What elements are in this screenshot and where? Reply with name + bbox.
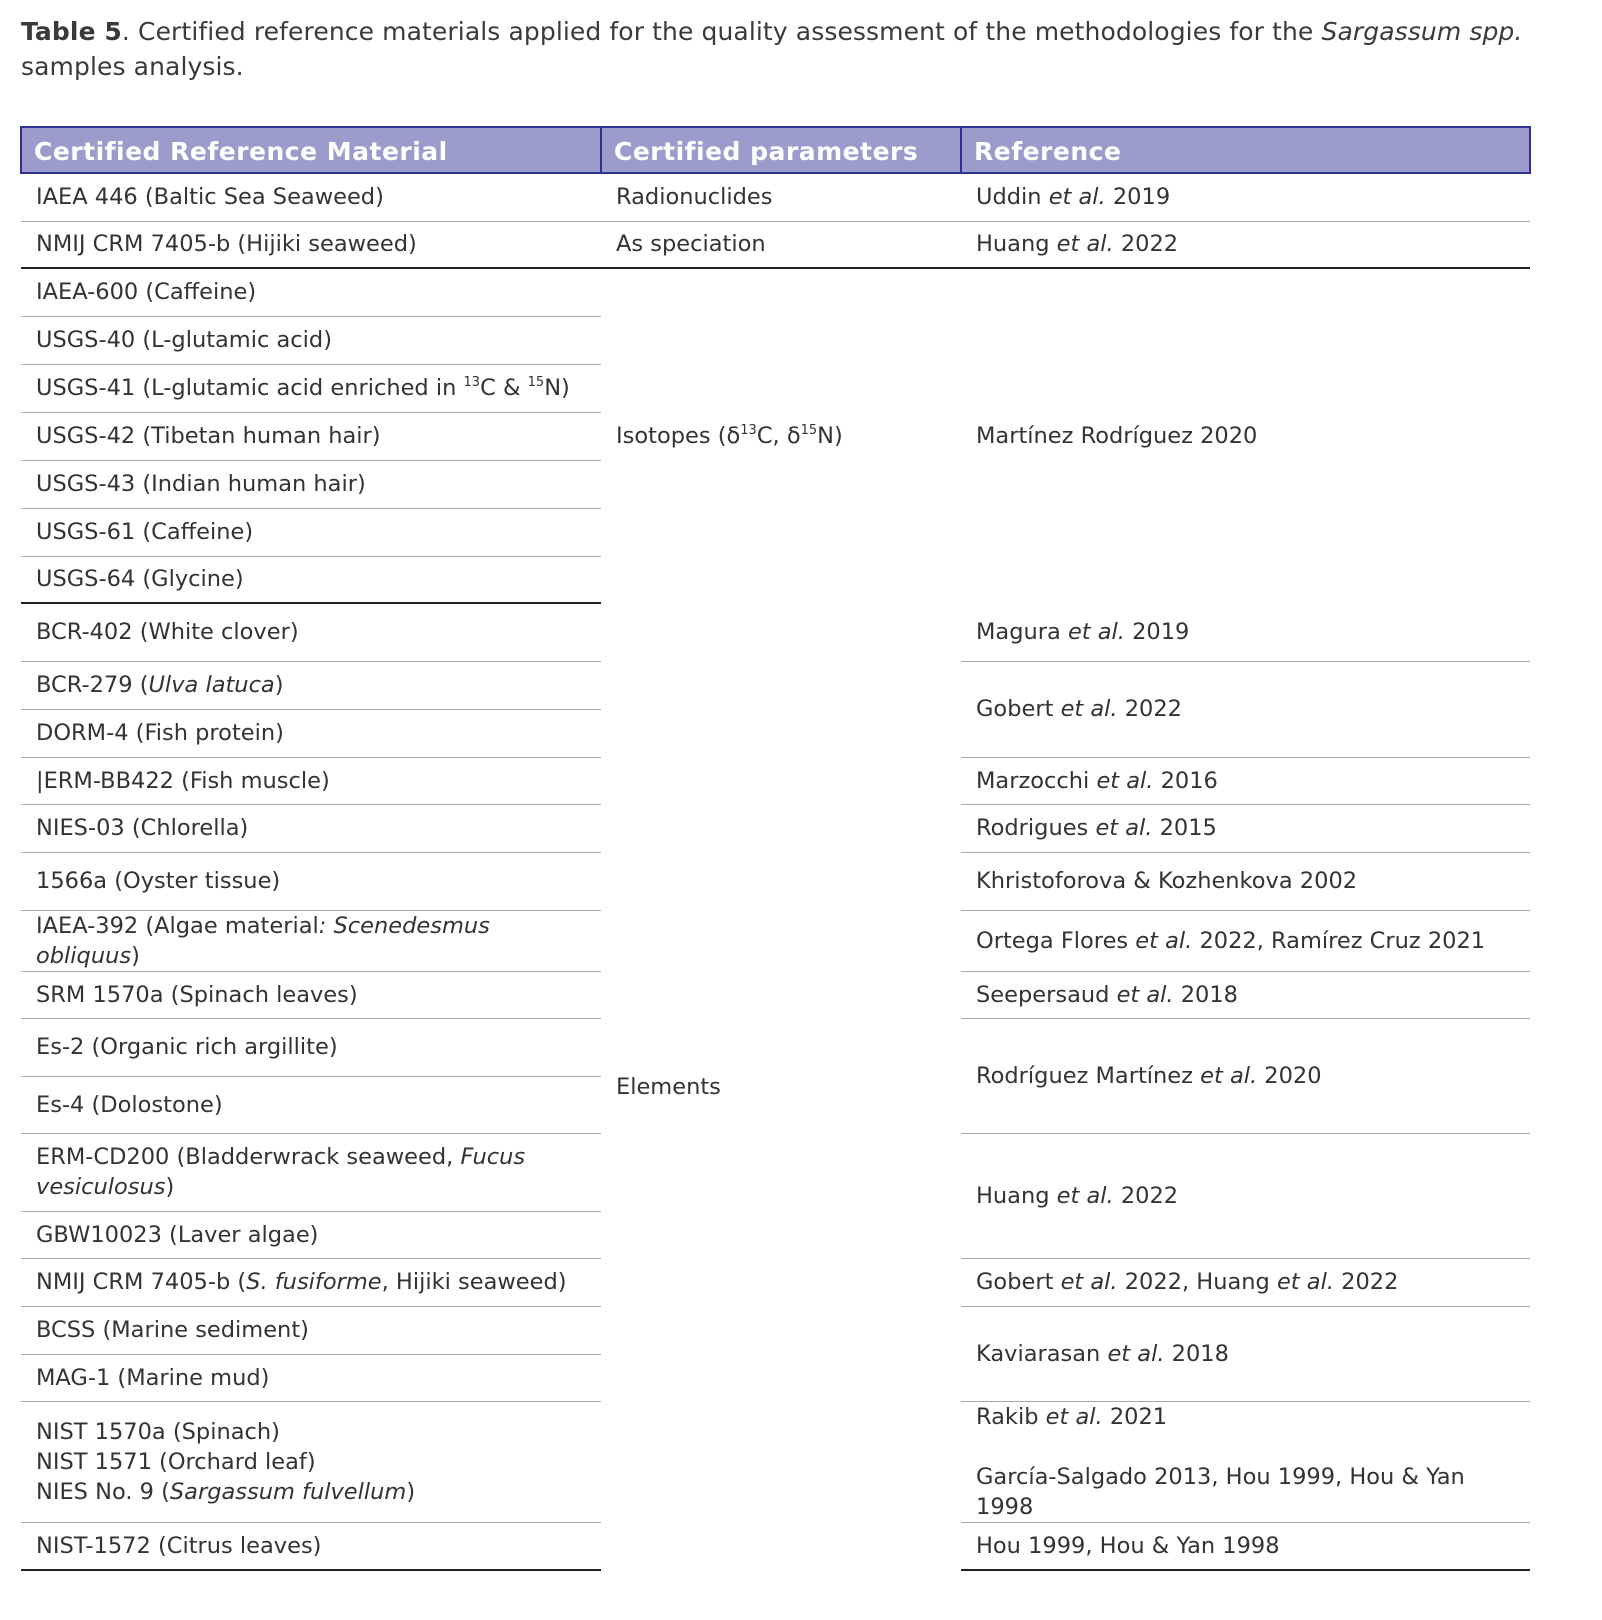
reference-cell: Rodríguez Martínez et al. 2020 (961, 1018, 1530, 1133)
header-reference: Reference (961, 127, 1530, 173)
reference-cell: Marzocchi et al. 2016 (961, 757, 1530, 804)
material-cell: BCR-402 (White clover) (21, 603, 601, 661)
material-cell: NIST 1570a (Spinach) NIST 1571 (Orchard leaf) NIES No. 9 (Sargassum fulvellum) (21, 1401, 601, 1522)
material-cell: ERM-CD200 (Bladderwrack seaweed, Fucus vesiculosus) (21, 1133, 601, 1211)
material-cell: NMIJ CRM 7405-b (S. fusiforme, Hijiki seaweed) (21, 1258, 601, 1306)
reference-cell: Martínez Rodríguez 2020 (976, 423, 1258, 449)
material-cell: USGS-42 (Tibetan human hair) (21, 412, 601, 460)
material-cell: 1566a (Oyster tissue) (21, 852, 601, 910)
reference-cell: Magura et al. 2019 (961, 603, 1530, 661)
caption-text-end: samples analysis. (21, 52, 244, 81)
table-row (21, 221, 1530, 268)
material-cell: MAG-1 (Marine mud) (21, 1354, 601, 1401)
table-caption (21, 14, 1582, 84)
material-cell: IAEA 446 (Baltic Sea Seaweed) (21, 173, 601, 221)
material-cell: Es-2 (Organic rich argillite) (21, 1018, 601, 1076)
table-label: Table 5 (21, 17, 122, 46)
header-row (21, 127, 1530, 173)
caption-text: . Certified reference materials applied for the quality assessment of the methodologies for the (121, 17, 1322, 46)
reference-cell: Kaviarasan et al. 2018 (961, 1306, 1530, 1401)
material-cell: BCSS (Marine sediment) (21, 1306, 601, 1354)
material-cell: USGS-61 (Caffeine) (21, 508, 601, 556)
material-cell: IAEA-600 (Caffeine) (21, 268, 601, 316)
material-cell: NIES-03 (Chlorella) (21, 804, 601, 852)
header-material: Certified Reference Material (21, 127, 601, 173)
material-cell: NMIJ CRM 7405-b (Hijiki seaweed) (21, 221, 601, 268)
material-cell: USGS-40 (L-glutamic acid) (21, 316, 601, 364)
reference-cell: Huang et al. 2022 (961, 1133, 1530, 1258)
parameter-cell: Isotopes ($\delta^{13}C$, $\delta^{15}N$) (616, 423, 843, 449)
material-cell: SRM 1570a (Spinach leaves) (21, 971, 601, 1018)
material-cell: Es-4 (Dolostone) (21, 1076, 601, 1133)
reference-cell: Khristoforova & Kozhenkova 2002 (961, 852, 1530, 910)
material-cell: GBW10023 (Laver algae) (21, 1211, 601, 1258)
reference-cell: Seepersaud et al. 2018 (961, 971, 1530, 1018)
reference-cell: Uddin et al. 2019 (961, 173, 1530, 221)
reference-cell: Huang et al. 2022 (961, 221, 1530, 268)
crm-table (20, 126, 1531, 1571)
parameter-cell: Elements (616, 1073, 721, 1100)
parameter-cell: Radionuclides (601, 173, 961, 221)
material-cell: BCR-279 (Ulva latuca) (21, 661, 601, 709)
material-cell: DORM-4 (Fish protein) (21, 709, 601, 757)
material-cell: NIST-1572 (Citrus leaves) (21, 1522, 601, 1570)
table-row (21, 173, 1530, 221)
table-row (21, 268, 1530, 316)
material-cell: USGS-64 (Glycine) (21, 556, 601, 603)
reference-cell: Rodrigues et al. 2015 (961, 804, 1530, 852)
reference-cell: Gobert et al. 2022, Huang et al. 2022 (961, 1258, 1530, 1306)
table-row (21, 603, 1530, 661)
material-cell: IAEA-392 (Algae material: Scenedesmus obliquus) (21, 910, 601, 971)
reference-cell: Gobert et al. 2022 (961, 661, 1530, 757)
reference-cell: Rakib et al. 2021 García-Salgado 2013, Hou 1999, Hou & Yan 1998 (961, 1401, 1530, 1522)
parameter-cell: As speciation (601, 221, 961, 268)
caption-species: Sargassum spp. (1321, 17, 1523, 46)
reference-cell: Hou 1999, Hou & Yan 1998 (961, 1522, 1530, 1570)
material-cell: |ERM-BB422 (Fish muscle) (21, 757, 601, 804)
header-parameters: Certified parameters (601, 127, 961, 173)
material-cell: USGS-43 (Indian human hair) (21, 460, 601, 508)
material-cell: USGS-41 (L-glutamic acid enriched in $^{13}$C & $^{15}$N) (21, 364, 601, 412)
reference-cell: Ortega Flores et al. 2022, Ramírez Cruz 2021 (961, 910, 1530, 971)
